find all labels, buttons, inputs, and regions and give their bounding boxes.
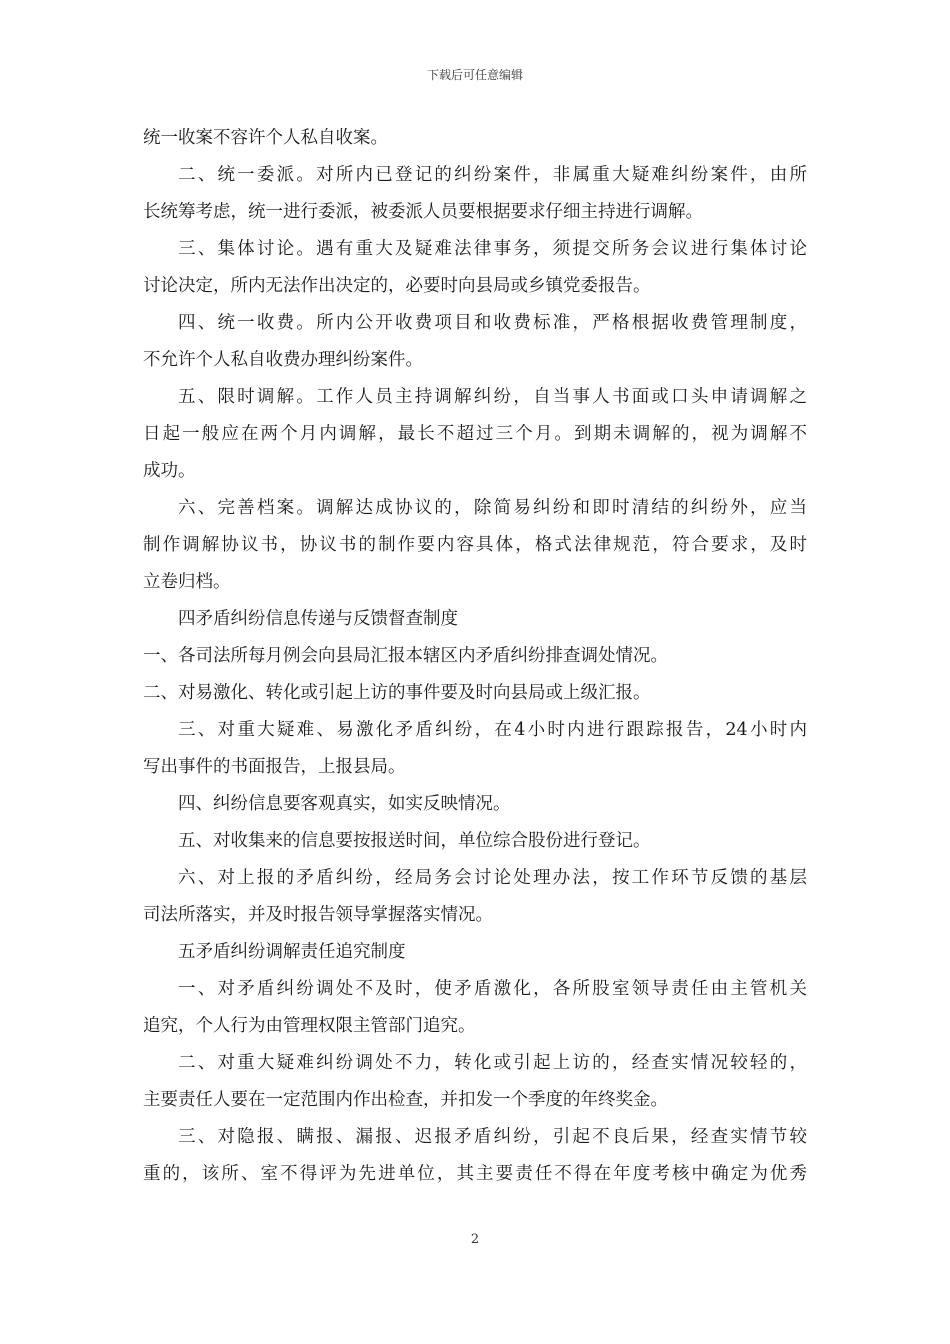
section-heading: 五矛盾纠纷调解责任追究制度 <box>178 942 406 962</box>
body-line: 重的，该所、室不得评为先进单位，其主要责任不得在年度考核中确定为优秀 <box>143 1164 807 1184</box>
body-line: 六、对上报的矛盾纠纷，经局务会讨论处理办法，按工作环节反馈的基层 <box>178 868 807 888</box>
body-line: 主要责任人要在一定范围内作出检查，并扣发一个季度的年终奖金。 <box>143 1090 668 1110</box>
body-line: 日起一般应在两个月内调解，最长不超过三个月。到期未调解的，视为调解不 <box>143 424 807 444</box>
body-line: 不允许个人私自收费办理纠纷案件。 <box>143 350 423 370</box>
body-line: 一、对矛盾纠纷调处不及时，使矛盾激化，各所股室领导责任由主管机关 <box>178 979 807 999</box>
body-line: 二、统一委派。对所内已登记的纠纷案件，非属重大疑难纠纷案件，由所 <box>178 165 807 185</box>
document-body <box>143 120 807 1193</box>
body-line: 五、对收集来的信息要按报送时间，单位综合股份进行登记。 <box>178 831 651 851</box>
body-line: 司法所落实，并及时报告领导掌握落实情况。 <box>143 905 493 925</box>
body-line: 二、对重大疑难纠纷调处不力，转化或引起上访的，经查实情况较轻的， <box>178 1053 807 1073</box>
body-line: 二、对易激化、转化或引起上访的事件要及时向县局或上级汇报。 <box>143 683 651 703</box>
body-line: 三、对重大疑难、易激化矛盾纠纷，在4小时内进行跟踪报告，24小时内 <box>178 720 807 740</box>
body-line: 三、集体讨论。遇有重大及疑难法律事务，须提交所务会议进行集体讨论 <box>178 239 807 259</box>
body-line: 讨论决定，所内无法作出决定的，必要时向县局或乡镇党委报告。 <box>143 276 651 296</box>
body-line: 长统筹考虑，统一进行委派，被委派人员要根据要求仔细主持进行调解。 <box>143 202 703 222</box>
body-line: 五、限时调解。工作人员主持调解纠纷，自当事人书面或口头申请调解之 <box>178 387 807 407</box>
body-line: 写出事件的书面报告，上报县局。 <box>143 757 406 777</box>
section-heading: 四矛盾纠纷信息传递与反馈督查制度 <box>178 609 458 629</box>
body-line: 四、纠纷信息要客观真实，如实反映情况。 <box>178 794 511 814</box>
page-number: 2 <box>470 1232 480 1247</box>
body-line: 统一收案不容许个人私自收案。 <box>143 128 388 148</box>
body-line: 三、对隐报、瞒报、漏报、迟报矛盾纠纷，引起不良后果，经查实情节较 <box>178 1127 807 1147</box>
body-line: 成功。 <box>143 461 196 481</box>
page-header: 下载后可任意编辑 <box>426 68 523 82</box>
body-line: 立卷归档。 <box>143 572 231 592</box>
body-line: 六、完善档案。调解达成协议的，除简易纠纷和即时清结的纠纷外，应当 <box>178 498 807 518</box>
body-line: 制作调解协议书，协议书的制作要内容具体，格式法律规范，符合要求，及时 <box>143 535 807 555</box>
body-line: 一、各司法所每月例会向县局汇报本辖区内矛盾纠纷排查调处情况。 <box>143 646 668 666</box>
body-line: 追究，个人行为由管理权限主管部门追究。 <box>143 1016 476 1036</box>
body-line: 四、统一收费。所内公开收费项目和收费标准，严格根据收费管理制度， <box>178 313 807 333</box>
